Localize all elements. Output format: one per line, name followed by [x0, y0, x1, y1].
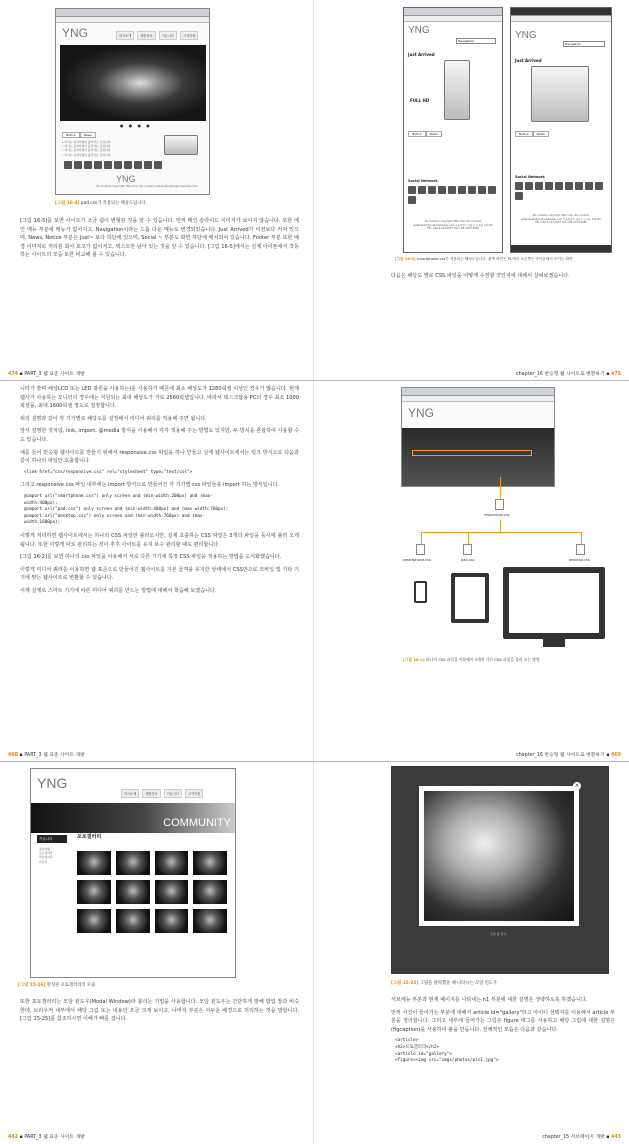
- social-icons: [408, 186, 498, 204]
- social-icon: [468, 186, 476, 194]
- file-label: pad.css: [461, 558, 475, 562]
- css-file-icon: [463, 544, 472, 555]
- social-icon: [585, 182, 593, 190]
- page-468: [0, 381, 314, 762]
- browser-chrome: [402, 388, 554, 396]
- page-number: 443: [610, 1135, 621, 1140]
- social-icon: [84, 161, 92, 169]
- footer-text: All contents copyright YNG Corp. Itd. Contact webmaster@yngknowledge.com 서울특별시 강남구 도곡동 123-45 TEL:+82-2-123-4567 Fax:+82-2123-4568: [521, 214, 601, 224]
- figure-caption: [403, 657, 540, 663]
- social-icon: [104, 161, 112, 169]
- news-tabs: [62, 132, 96, 138]
- css-file-icon: [576, 544, 585, 555]
- social-icon: [478, 186, 486, 194]
- social-title: Social Network: [515, 175, 545, 179]
- folio: chapter_16 반응형 웹 사이트로 변환하기 ▪ 475: [515, 372, 621, 377]
- paragraph: 다음은 해당도 별로 CSS 파일을 어떻게 수정할 것인지에 대해서 살펴보겠습니다.: [391, 273, 570, 279]
- social-icon: [418, 186, 426, 194]
- site-logo: YNG: [408, 25, 430, 36]
- social-icon: [545, 182, 553, 190]
- body-text: [391, 272, 615, 285]
- social-icon: [144, 161, 152, 169]
- page-469: [315, 381, 629, 762]
- code-block-import: @import url("smartphone.css") only screen and (min-width:200px) and (max- width:400px); @import url("pad.css") only screen and (min-width:400px) and (max-width:760px); @import url("desktop.css") only screen and (min-width:760px) and (max- width:1600px);: [24, 493, 229, 526]
- file-label: smartphone.css: [403, 558, 431, 562]
- modal-caption: 모달 창 닫기: [490, 932, 507, 936]
- address-bar: [56, 17, 209, 23]
- code-block-link: <link href="css/responsive.css" rel="stylesheet" type="text/css">: [24, 469, 193, 475]
- running-head: chapter_16 반응형 웹 사이트로 변환하기: [515, 372, 605, 377]
- connector-line: [421, 532, 581, 533]
- tab-notice[interactable]: Notice: [408, 131, 426, 137]
- sidebar-title: 커뮤니티: [37, 835, 67, 843]
- social-icons: [64, 161, 162, 169]
- social-icon: [408, 186, 416, 194]
- running-head: PART_3 웹 표준 사이트 개발: [24, 1135, 85, 1140]
- social-icon: [488, 186, 496, 194]
- navigation-select[interactable]: Navigation: [456, 38, 496, 44]
- paragraph: 서브메뉴 부분과 현재 페이지를 나타내는 h1 부분에 대한 설명은 생략하도록 하겠습니다.: [391, 997, 588, 1003]
- folio: chapter_16 반응형 웹 사이트로 변환하기 ▪ 469: [515, 753, 621, 758]
- gallery-thumbnail[interactable]: [193, 851, 227, 875]
- tablet-device-icon: [451, 573, 489, 623]
- body-text: [20, 998, 299, 1028]
- desktop-monitor-icon: [503, 567, 605, 639]
- page-number: 442: [8, 1135, 19, 1140]
- page-number: 475: [610, 372, 621, 377]
- page-443: [315, 762, 629, 1144]
- running-head: PART_3 웹 표준 사이트 개발: [24, 753, 85, 758]
- connector-line: [468, 532, 469, 544]
- figure-caption: [18, 982, 95, 988]
- social-icon: [595, 182, 603, 190]
- close-icon[interactable]: ×: [574, 782, 580, 789]
- body-text: [20, 385, 299, 599]
- folio: 442 ▪ PART_3 웹 표준 사이트 개발: [8, 1135, 85, 1140]
- sidebar-item[interactable]: 자유게시판: [39, 855, 53, 860]
- folio: 474 ▪ PART_3 웹 표준 사이트 개발: [8, 372, 85, 377]
- browser-chrome: [404, 8, 502, 16]
- figure-caption: [391, 980, 497, 986]
- site-logo: YNG: [37, 775, 68, 791]
- nav-item[interactable]: 회사소개: [121, 789, 139, 798]
- gallery-thumbnail[interactable]: [77, 851, 111, 875]
- modal-photo: [419, 786, 579, 926]
- social-icon: [134, 161, 142, 169]
- running-head: chapter_15 서브페이지 개발: [542, 1135, 605, 1140]
- spread-2: [0, 381, 629, 762]
- paragraph: 그리고 responsive.css 파일 내부에는 import 방식으로 만들어진 각 기기별 css 파일들을 import 하는 방식입니다.: [20, 482, 280, 489]
- spread-1: [0, 0, 629, 381]
- nav-item[interactable]: 고객지원: [180, 31, 198, 40]
- running-head: chapter_16 반응형 웹 사이트로 변환하기: [515, 753, 605, 758]
- site-logo: YNG: [515, 30, 537, 41]
- social-icon: [565, 182, 573, 190]
- gallery-thumbnail[interactable]: [193, 909, 227, 933]
- slider-dots[interactable]: ● ● ● ●: [120, 123, 152, 128]
- gallery-thumbnail[interactable]: [155, 851, 189, 875]
- caption-tag: [그림 15-25]: [391, 981, 419, 986]
- social-icon: [515, 192, 523, 200]
- section-title: Just Arrived: [408, 52, 435, 57]
- caption-tag: [그림 16-4]: [55, 201, 80, 206]
- product-image: [164, 135, 198, 155]
- tab-news[interactable]: News: [533, 131, 549, 137]
- paragraph: [그림 16-5]를 보면 사이트가 조금 쉽이 변형된 것을 알 수 있습니다. 먼저 메인 슬라이드 이미지가 보이지 않습니다. 또한 메인 메뉴 부분에 메뉴가 없어지고, Navigation이라는 드롭 다운 메뉴로 변경되었습니다. Just Arrived가 이전보다 커져 있으며, News, Notice 부분은 Just~ 보다 하단에 있으며, Social ~ 부분도 화면 하단에 배치되어 있습니다. Footer 부분 또한 배경 이미지로 처리된 회사 로고가 없어지고, 텍스트만 남아 있는 것을 알 수 있습니다. [그림 16-5]에서는 실제 아이폰에서 작동하는 사이트의 모습 또한 비교해 볼 수 있습니다.: [20, 218, 299, 259]
- gallery-thumbnail[interactable]: [77, 880, 111, 904]
- social-icon: [458, 186, 466, 194]
- code-block-gallery: <article> <h2>포토갤러리</h2> <article id="gallery"> <figure><img src="imgs/photos/pic1.jpg">: [395, 1038, 499, 1064]
- nav-item[interactable]: 제품정보: [142, 789, 160, 798]
- sidebar-item[interactable]: 자료실: [39, 859, 48, 864]
- tab-news[interactable]: News: [426, 131, 442, 137]
- running-head: PART_3 웹 표준 사이트 개발: [24, 372, 85, 377]
- site-logo: YNG: [62, 26, 89, 40]
- social-icon: [64, 161, 72, 169]
- phone-status-bar: [511, 8, 611, 16]
- social-icon: [448, 186, 456, 194]
- page-475: [315, 0, 629, 381]
- gallery-thumbnail[interactable]: [77, 909, 111, 933]
- social-icons: [515, 182, 605, 200]
- desktop-screenshot: [401, 387, 555, 487]
- highlight-box: [412, 450, 532, 456]
- gallery-thumbnail[interactable]: [155, 909, 189, 933]
- mobile-screenshot-iphone: [510, 7, 612, 253]
- photo-grid: [77, 851, 227, 933]
- nav-item[interactable]: 커뮤니티: [159, 31, 177, 40]
- news-list: [62, 140, 111, 157]
- footer-text: All contents copyright YNG Corp. Itd. Contact webmaster@yngknowledge.com 서울특별시 강남구 도곡동 123-45 TEL:+82-2-123-4567 Fax:+82-2123-4568: [413, 220, 493, 230]
- paragraph: 니터가 쓸며 해상LCD 또는 LED 광원을 사용하는)를 사용하기 때문에 최소 해상도가 1280픽셀 이상인 경우가 많습니다. 현재 웹사가 사용하는 모니터의 경우에는 지원되는 최대 해상도가 가로 2560픽셀입니다. 따라서 데스크탑용 PC의 경우 최소 1000픽셀을, 최대 1600픽셀 정도로 설정합니다.: [20, 386, 299, 410]
- paragraph: 또한 포토갤러리는 모달 윈도우(Modal Window)라 불리는 기법을 사용합니다. 모달 윈도우는 간단하게 말해 팝업 창과 비슷한데, 브라우저 내부에서 해당 그림 또는 내용만 조금 크게 보이고, 나머지 부분은 어두운 배경으로 처리하는 것을 말합니다. [그림 15-25]를 참조하시면 이해가 빠를 겁니다.: [20, 999, 299, 1023]
- connector-line: [421, 532, 422, 544]
- file-label: desktop.css: [569, 558, 590, 562]
- nav-item[interactable]: 고객지원: [185, 789, 203, 798]
- connector-line: [581, 532, 582, 544]
- banner-title: COMMUNITY: [163, 817, 231, 829]
- navigation-select[interactable]: Navigation: [563, 41, 605, 47]
- monitor-stand: [543, 639, 565, 647]
- tab-notice[interactable]: Notice: [62, 132, 80, 138]
- social-icon: [555, 182, 563, 190]
- tab-news[interactable]: News: [80, 132, 96, 138]
- list-item[interactable]: • 여기는 공지사항이 올라가는 곳입니다.: [62, 148, 112, 153]
- nav-item[interactable]: 회사소개: [116, 31, 134, 40]
- social-icon: [525, 182, 533, 190]
- footer-text: All contents copyright YNG Corp. Itd. Contact webmaster@yngknowledge.com: [96, 185, 198, 188]
- social-icon: [124, 161, 132, 169]
- footer-logo: YNG: [116, 174, 136, 184]
- gallery-thumbnail[interactable]: [155, 880, 189, 904]
- social-icon: [408, 196, 416, 204]
- folio: 468 ▪ PART_3 웹 표준 사이트 개발: [8, 753, 85, 758]
- css-file-icon: [416, 544, 425, 555]
- full-hd-label: FULL HD: [410, 98, 430, 103]
- social-icon: [535, 182, 543, 190]
- mobile-screenshot-pc: [403, 7, 503, 253]
- social-icon: [114, 161, 122, 169]
- caption-text: pad.css가 적용되는 해상도입니다.: [80, 201, 147, 206]
- social-icon: [438, 186, 446, 194]
- caption-text: 하나의 CSS 파일을 이용해서 3개의 다른 CSS 파일을 불러 오는 방법: [425, 657, 540, 662]
- site-logo: YNG: [408, 406, 435, 420]
- css-file-icon: [495, 499, 504, 510]
- social-icon: [515, 182, 523, 190]
- caption-text: 그림을 클릭했을 때 나타나는 모달 윈도우: [419, 981, 498, 986]
- paragraph: 이렇게 처리하면 웹사이트에서는 하나의 CSS 파일만 불러오지만, 실제 호출하는 CSS 파일은 3개의 파일을 동시에 불러 오게 됩니다. 또한 이렇게 따로 관리하는 것이 추후 사이트를 유지 보수 관리할 때도 편리합니다.: [20, 532, 299, 548]
- smartphone-device-icon: [414, 581, 427, 603]
- social-title: Social Network: [408, 179, 438, 183]
- social-icon: [428, 186, 436, 194]
- connector-line: [500, 520, 501, 532]
- page-number: 468: [8, 753, 19, 758]
- gallery-thumbnail[interactable]: [116, 880, 150, 904]
- news-tabs: [515, 131, 549, 137]
- news-tabs: [408, 131, 442, 137]
- slider-image: [60, 45, 206, 121]
- paragraph: 이제 실제로 스마트 기기에 따른 미디어 쿼리를 만드는 방법에 대해서 학습해 보겠습니다.: [20, 587, 217, 594]
- figure-caption: [55, 200, 147, 206]
- caption-tag: [그림 15-26]: [18, 983, 46, 988]
- nav-item[interactable]: 커뮤니티: [164, 789, 182, 798]
- paragraph: 위의 설명과 같이 각 기기별로 해당도를 설정해서 미디어 쿼리를 적용해 주면 됩니다.: [20, 415, 207, 422]
- gallery-title: 포토갤러리: [77, 834, 102, 840]
- list-item[interactable]: • 여기는 공지사항이 올라가는 곳입니다.: [62, 140, 112, 144]
- spread-3: [0, 762, 629, 1144]
- paragraph: [그림 16-2]를 보면 하나의 css 파일을 이용해서 서로 다른 기기에 특정 CSS 파일을 적용하는 방법을 도식화했습니다.: [20, 554, 282, 561]
- figure-caption: [395, 257, 572, 262]
- sidebar-menu: [39, 847, 53, 864]
- gallery-thumbnail[interactable]: [116, 851, 150, 875]
- page-number: 474: [8, 372, 19, 377]
- section-title: Just Arrived: [515, 58, 542, 63]
- caption-tag: [그림 16-2]: [403, 657, 425, 662]
- code-overlay: [402, 428, 554, 487]
- paragraph: 예를 들어 반응형 웹사이트를 만들기 위해서 responsive.css 파일을 하나 만들고 실제 웹사이트에서는 링크 방식으로 다음과 같이 하나의 파일만 호출합니다.: [20, 449, 299, 465]
- caption-text: 완성된 포토갤러리의 모습: [46, 983, 96, 988]
- main-nav: [116, 31, 198, 40]
- sidebar-item[interactable]: 포토갤러리: [39, 851, 53, 856]
- caption-tag: [그림 16-5]: [395, 257, 416, 261]
- address-bar: [402, 396, 554, 402]
- list-item[interactable]: • 여기는 공지사항이 올라가는 곳입니다.: [62, 152, 112, 157]
- product-image: [444, 60, 470, 120]
- page-474: [0, 0, 314, 381]
- social-icon: [154, 161, 162, 169]
- paragraph: 먼저 사진이 들어가는 부분에 대해서 article id="gallery"라고 아이디 선택자를 이용해서 article 부분을 정의합니다. 그리고 내부에 들어가는 그림은 figure 태그를 사용하고 해당 그림에 대한 설명은 (figcaption)을 사용하여 붙을 만듭니다. 전체적인 모습은 다음과 같습니다.: [391, 1009, 615, 1033]
- phone-toolbar: [511, 245, 611, 252]
- social-icon: [94, 161, 102, 169]
- paragraph: 앞서 설명한 것처럼, link, import, @media 방식을 이용해서 각각 적용해 주는 방법도 있지만, 두 방식을 혼합하여 사용할 수도 있습니다.: [20, 428, 299, 443]
- caption-text: smartphone.css가 적용되는 해상도입니다. 왼쪽 화면은 PC에서 오른쪽은 아이폰에서 보이는 화면: [416, 257, 573, 261]
- list-item[interactable]: • 여기는 공지사항이 올라가는 곳입니다.: [62, 144, 112, 149]
- sidebar-item[interactable]: 공지사항: [39, 847, 50, 851]
- browser-chrome: [56, 9, 209, 17]
- product-image: [531, 66, 589, 122]
- address-bar: [511, 16, 611, 22]
- gallery-thumbnail[interactable]: [116, 909, 150, 933]
- folio: chapter_15 서브페이지 개발 ▪ 443: [542, 1135, 621, 1140]
- connector-line: [500, 477, 501, 499]
- main-nav: [121, 789, 203, 798]
- address-bar: [404, 16, 502, 22]
- paragraph: 이렇게 미디어 쿼리를 이용하면 웹 표준으로 만들어진 웹사이트를 기본 골격을 유지한 상태에서 CSS만으로 모바일 및 기타 기기에 맞는 웹사이트로 변환할 수 있습니다.: [20, 566, 299, 582]
- nav-item[interactable]: 제품정보: [137, 31, 155, 40]
- social-icon: [74, 161, 82, 169]
- page-442: [0, 762, 314, 1144]
- gallery-thumbnail[interactable]: [193, 880, 227, 904]
- body-text: [20, 217, 299, 264]
- body-text: [391, 996, 615, 1070]
- page-number: 469: [610, 753, 621, 758]
- social-icon: [575, 182, 583, 190]
- file-label: responsive.css: [484, 513, 510, 517]
- tab-notice[interactable]: Notice: [515, 131, 533, 137]
- gallery-screenshot: [30, 768, 236, 978]
- tablet-screenshot: [55, 8, 210, 195]
